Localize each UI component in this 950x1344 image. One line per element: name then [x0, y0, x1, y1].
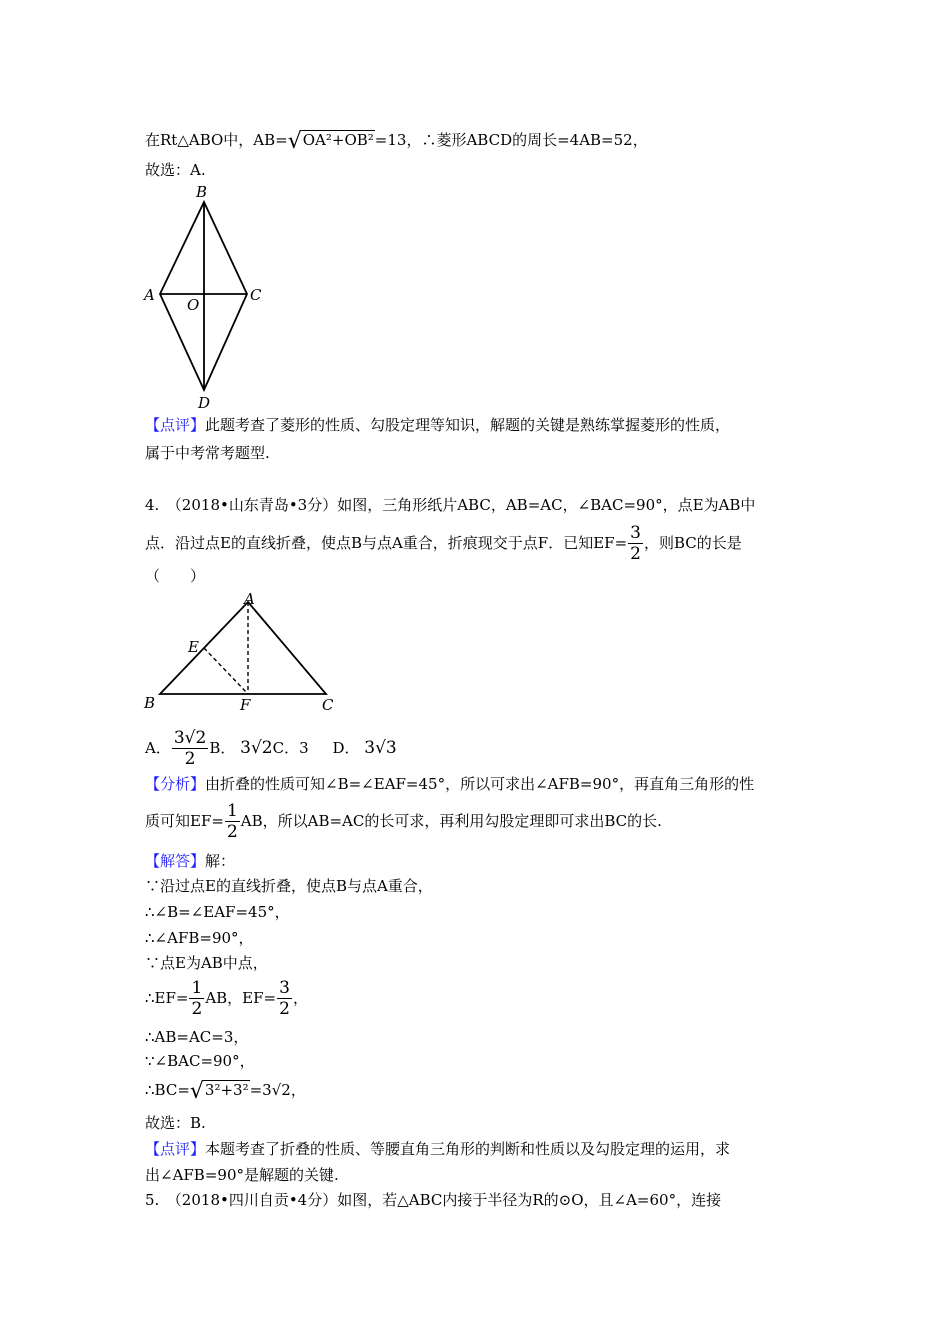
answer-head: 解： — [205, 852, 236, 870]
fraction-3-2 — [628, 525, 643, 563]
step-7: ∵∠BAC=90°， — [145, 1052, 255, 1070]
label-o: O — [187, 296, 200, 314]
step-8-pre: ∴BC= — [145, 1081, 190, 1099]
sqrt-expression: √3²+3² — [189, 1079, 249, 1104]
q4-stem-2-pre: 点．沿过点E的直线折叠，使点B与点A重合，折痕现交于点F．已知EF= — [145, 534, 628, 552]
label-c: C — [250, 286, 262, 304]
option-a-fraction — [172, 730, 208, 768]
q5-stem-1: 5. （2018•四川自贡•4分）如图，若△ABC内接于半径为R的⊙O，且∠A=60°，连接 — [145, 1191, 722, 1209]
q4-stem-3: （ ） — [145, 567, 206, 585]
analysis-tag: 【分析】 — [145, 775, 206, 793]
option-b-label: B． — [209, 739, 236, 757]
sqrt-content: 3²+3² — [204, 1081, 249, 1099]
analysis-text-1: 由折叠的性质可知∠B=∠EAF=45°，所以可求出∠AFB=90°，再直角三角形的性 — [205, 775, 755, 793]
q3-line1-post: =13，∴菱形ABCD的周长=4AB=52， — [374, 131, 648, 149]
q3-line1 — [145, 130, 648, 152]
option-a-label: A． — [145, 739, 171, 757]
option-a-den: 2 — [184, 749, 196, 769]
triangle-outline — [160, 602, 326, 694]
frac-numerator: 3 — [279, 978, 290, 998]
answer-tag: 【解答】 — [145, 852, 206, 870]
option-b-value: 3√2 — [240, 738, 273, 758]
frac-denominator: 2 — [191, 999, 203, 1019]
triangle-figure — [140, 590, 350, 715]
q4-options — [145, 730, 397, 768]
label-b: B — [144, 694, 156, 712]
step-2: ∴∠B=∠EAF=45°， — [145, 903, 290, 921]
q4-stem-2 — [145, 525, 742, 563]
q3-comment-2: 属于中考常考题型. — [145, 444, 270, 462]
q4-choice: 故选：B. — [145, 1114, 206, 1132]
sqrt-expression: √OA²+OB² — [287, 129, 374, 154]
q4-analysis-1 — [145, 774, 754, 794]
frac-numerator: 1 — [226, 801, 238, 821]
step-8 — [145, 1080, 306, 1102]
step-6: ∴AB=AC=3， — [145, 1028, 249, 1046]
step-5-pre: ∴EF= — [145, 989, 189, 1007]
step-3: ∴∠AFB=90°， — [145, 929, 254, 947]
comment-text-1: 本题考查了折叠的性质、等腰直角三角形的判断和性质以及勾股定理的运用，求 — [205, 1140, 731, 1158]
fold-line-ef — [204, 648, 248, 694]
option-c-label: C．3 — [272, 739, 309, 757]
step-5 — [145, 980, 308, 1018]
q4-analysis-2 — [145, 803, 662, 841]
q4-stem-2-post: ，则BC的长是 — [643, 534, 742, 552]
option-a-num: 3√2 — [173, 728, 207, 748]
label-a: A — [244, 590, 255, 608]
label-f: F — [240, 696, 251, 714]
option-d-label: D． — [332, 739, 360, 757]
comment-text: 此题考查了菱形的性质、勾股定理等知识，解题的关键是熟练掌握菱形的性质， — [205, 416, 731, 434]
label-d: D — [198, 394, 211, 412]
step-4: ∵点E为AB中点， — [145, 954, 268, 972]
q3-line1-pre: 在Rt△ABO中，AB= — [145, 131, 288, 149]
frac-numerator: 1 — [191, 978, 203, 998]
frac-denominator: 2 — [279, 999, 290, 1019]
step-5-mid: AB，EF= — [205, 989, 277, 1007]
analysis-2-pre: 质可知EF= — [145, 812, 224, 830]
option-d-value: 3√3 — [364, 738, 397, 758]
frac-denominator: 2 — [630, 544, 641, 564]
label-b: B — [196, 183, 208, 201]
step-1: ∵沿过点E的直线折叠，使点B与点A重合， — [145, 877, 433, 895]
label-e: E — [188, 638, 199, 656]
rhombus-figure — [140, 182, 270, 412]
fraction-1-2 — [189, 980, 204, 1018]
fraction-1-2 — [225, 803, 240, 841]
analysis-2-post: AB，所以AB=AC的长可求，再利用勾股定理即可求出BC的长. — [240, 812, 662, 830]
sqrt-content: OA²+OB² — [302, 131, 374, 149]
frac-denominator: 2 — [226, 822, 238, 842]
q4-comment-2: 出∠AFB=90°是解题的关键. — [145, 1166, 339, 1184]
label-c: C — [322, 696, 334, 714]
comment-tag: 【点评】 — [145, 1140, 206, 1158]
q3-choice: 故选：A. — [145, 161, 206, 179]
comment-tag: 【点评】 — [145, 416, 206, 434]
frac-numerator: 3 — [630, 523, 641, 543]
q4-answer-head — [145, 851, 235, 871]
step-8-post: =3√2， — [249, 1081, 306, 1099]
q4-stem-1: 4. （2018•山东青岛•3分）如图，三角形纸片ABC，AB=AC，∠BAC=90°，点E为AB中 — [145, 496, 756, 514]
q3-comment — [145, 415, 730, 435]
fraction-3-2 — [277, 980, 292, 1018]
label-a: A — [144, 286, 155, 304]
step-5-post: ， — [292, 989, 308, 1007]
q4-comment-1 — [145, 1139, 730, 1159]
